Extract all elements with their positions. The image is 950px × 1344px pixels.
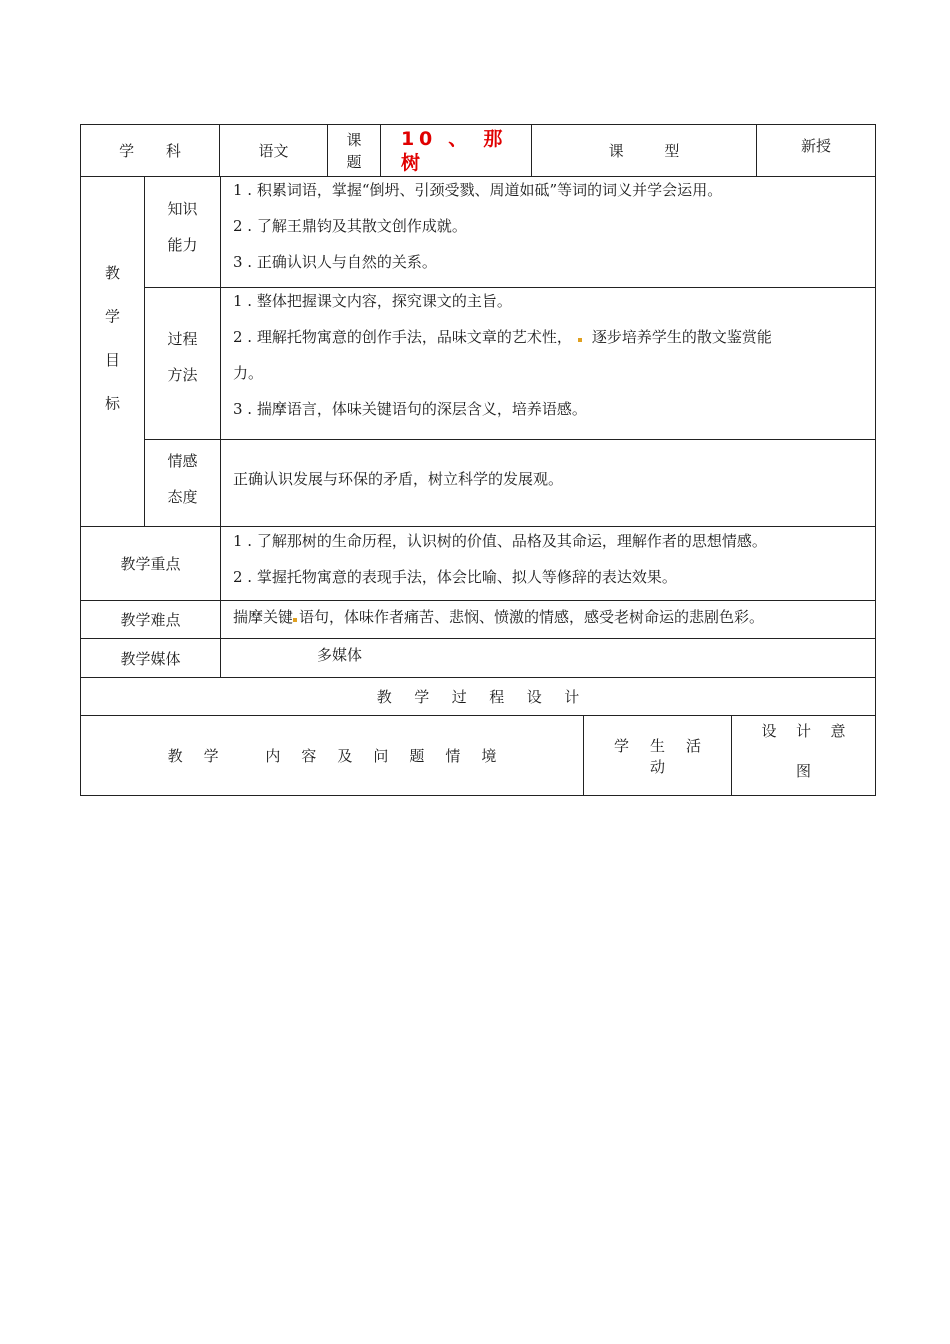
process-item-2-a: 2 . 理解托物寓意的创作手法，品味文章的艺术性， xyxy=(233,328,572,346)
knowledge-label: 知识能力 xyxy=(167,200,198,254)
topic-label: 课题 xyxy=(346,130,362,171)
media-row xyxy=(80,639,876,678)
attitude-content-cell xyxy=(221,439,875,526)
content-column-header: 教学 内容及问题情境 xyxy=(167,747,518,765)
type-value: 新授 xyxy=(800,137,831,155)
difficulty-label-cell xyxy=(81,601,221,638)
knowledge-label-cell xyxy=(145,177,221,287)
difficulty-text-a: 揣摩关键 xyxy=(233,608,294,626)
student-column-header-cell xyxy=(584,716,732,795)
process-design-cell xyxy=(81,678,875,715)
process-content-cell xyxy=(221,287,875,439)
topic-label-cell xyxy=(328,125,381,176)
mark-dot xyxy=(578,338,582,342)
key-points-row xyxy=(80,527,876,601)
process-label: 过程方法 xyxy=(167,330,198,384)
difficulty-text xyxy=(233,599,867,635)
attitude-label-cell xyxy=(145,439,221,526)
header-row xyxy=(80,124,876,177)
key-points-label: 教学重点 xyxy=(120,555,181,573)
type-value-cell xyxy=(757,125,875,176)
attitude-item-1: 正确认识发展与环保的矛盾，树立科学的发展观。 xyxy=(233,470,564,488)
intent-column-header-cell xyxy=(732,716,875,795)
process-label-cell xyxy=(145,287,221,439)
subject-value: 语文 xyxy=(258,142,289,160)
process-item-2-cont: 力。 xyxy=(233,364,264,382)
subject-label-cell xyxy=(81,125,220,176)
process-design-row xyxy=(80,678,876,716)
type-label: 课 型 xyxy=(608,142,698,160)
media-value-cell xyxy=(221,639,875,677)
objectives-label: 教学目标 xyxy=(103,264,121,439)
knowledge-content-cell xyxy=(221,177,875,287)
media-label: 教学媒体 xyxy=(120,649,181,668)
lesson-plan-table xyxy=(80,124,876,796)
column-header-row xyxy=(80,716,876,796)
difficulty-content-cell xyxy=(221,601,875,638)
difficulty-row xyxy=(80,601,876,639)
objectives-label-cell xyxy=(81,177,145,526)
key-points-content-cell xyxy=(221,527,875,600)
key-points-label-cell xyxy=(81,527,221,600)
key-point-1: 1 . 了解那树的生命历程，认识树的价值、品格及其命运，理解作者的思想情感。 xyxy=(233,532,767,550)
process-row xyxy=(145,287,875,440)
process-item-1: 1 . 整体把握课文内容，探究课文的主旨。 xyxy=(233,292,512,310)
topic-value-cell xyxy=(381,125,532,176)
topic-value: 10 、 那树 xyxy=(401,127,508,174)
attitude-row xyxy=(145,439,875,526)
knowledge-item-3: 3 . 正确认识人与自然的关系。 xyxy=(233,253,437,271)
key-point-2: 2 . 掌握托物寓意的表现手法，体会比喻、拟人等修辞的表达效果。 xyxy=(233,568,677,586)
attitude-label: 情感态度 xyxy=(167,452,198,506)
process-item-2-b: 逐步培养学生的散文鉴赏能 xyxy=(591,328,772,346)
media-value: 多媒体 xyxy=(317,646,363,664)
student-column-header: 学生活动 xyxy=(613,736,722,776)
intent-column-header-b: 图 xyxy=(795,762,811,780)
process-item-3: 3 . 揣摩语言，体味关键语句的深层含义，培养语感。 xyxy=(233,400,587,418)
subject-label: 学 科 xyxy=(119,142,195,160)
process-item-2 xyxy=(233,319,867,355)
intent-column-header-a: 设计意 xyxy=(761,722,865,740)
objectives-block xyxy=(80,177,876,527)
knowledge-item-1: 1 . 积累词语，掌握“倒坍、引颈受戮、周道如砥”等词的词义并学会运用。 xyxy=(233,181,723,199)
process-design-title: 教学过程设计 xyxy=(376,688,602,706)
mark-dot xyxy=(293,618,297,622)
type-label-cell xyxy=(532,125,757,176)
difficulty-text-b: 语句，体味作者痛苦、悲悯、愤激的情感，感受老树命运的悲剧色彩。 xyxy=(299,608,765,626)
knowledge-item-2: 2 . 了解王鼎钧及其散文创作成就。 xyxy=(233,217,467,235)
subject-value-cell xyxy=(220,125,328,176)
media-label-cell xyxy=(81,639,221,677)
knowledge-row xyxy=(145,177,875,288)
content-column-header-cell xyxy=(81,716,584,795)
difficulty-label: 教学难点 xyxy=(120,611,181,629)
